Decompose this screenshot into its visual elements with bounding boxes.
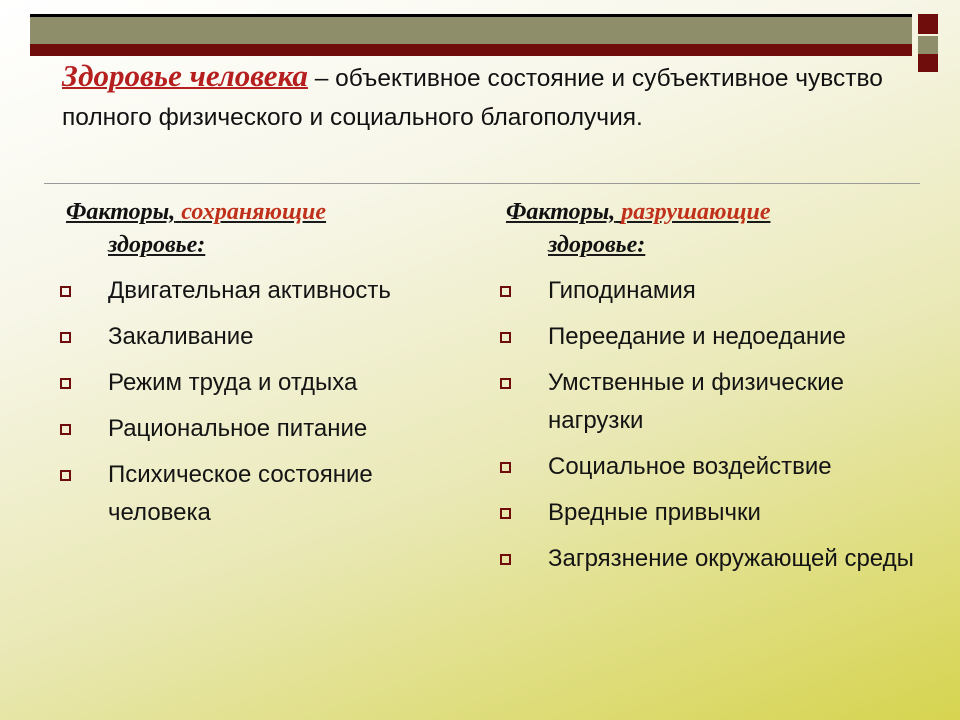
- definition-text: – объективное состояние и субъективное чувство полного физического и социального благополучия.: [62, 65, 883, 131]
- list-item: [56, 410, 476, 448]
- list-item-text: Переедание и недоедание: [548, 323, 846, 350]
- heading-accent: сохраняющие: [181, 199, 327, 225]
- destroying-factors-column: [496, 196, 926, 586]
- list-item-text: Психическое состояние человека: [108, 461, 373, 526]
- heading-line2: здоровье:: [548, 232, 646, 258]
- square-bullet-icon: [500, 378, 511, 389]
- list-item-text: Закаливание: [108, 323, 254, 350]
- corner-square-middle: [918, 36, 938, 54]
- list-item-text: Режим труда и отдыха: [108, 369, 358, 396]
- list-item: [496, 494, 926, 532]
- list-item: [496, 448, 926, 486]
- square-bullet-icon: [60, 424, 71, 435]
- square-bullet-icon: [60, 470, 71, 481]
- list-item: [496, 540, 926, 578]
- list-item-text: Рациональное питание: [108, 415, 368, 442]
- list-item: [56, 318, 476, 356]
- heading-accent: разрушающие: [621, 199, 771, 225]
- square-bullet-icon: [500, 332, 511, 343]
- destroying-factors-list: [496, 272, 926, 578]
- list-item-text: Социальное воздействие: [548, 453, 832, 480]
- list-item: [496, 364, 926, 440]
- square-bullet-icon: [500, 508, 511, 519]
- list-item-text: Загрязнение окружающей среды: [548, 545, 914, 572]
- square-bullet-icon: [60, 286, 71, 297]
- destroying-factors-heading: [496, 196, 926, 262]
- square-bullet-icon: [500, 554, 511, 565]
- corner-square-top: [918, 14, 938, 34]
- preserving-factors-heading: [56, 196, 476, 262]
- heading-line2: здоровье:: [108, 232, 206, 258]
- decorative-top-bar: [30, 14, 912, 56]
- definition-paragraph: [62, 56, 922, 137]
- square-bullet-icon: [60, 332, 71, 343]
- list-item-text: Гиподинамия: [548, 277, 696, 304]
- definition-term: Здоровье человека: [62, 58, 308, 93]
- list-item: [56, 272, 476, 310]
- heading-word: Факторы,: [506, 199, 616, 225]
- list-item-text: Умственные и физические нагрузки: [548, 369, 845, 434]
- list-item: [56, 364, 476, 402]
- preserving-factors-list: [56, 272, 476, 532]
- heading-word: Факторы,: [66, 199, 176, 225]
- list-item-text: Двигательная активность: [108, 277, 391, 304]
- list-item: [496, 272, 926, 310]
- square-bullet-icon: [500, 462, 511, 473]
- list-item: [496, 318, 926, 356]
- square-bullet-icon: [500, 286, 511, 297]
- horizontal-divider: [44, 183, 920, 184]
- square-bullet-icon: [60, 378, 71, 389]
- list-item-text: Вредные привычки: [548, 499, 761, 526]
- list-item: [56, 456, 476, 532]
- preserving-factors-column: [56, 196, 476, 540]
